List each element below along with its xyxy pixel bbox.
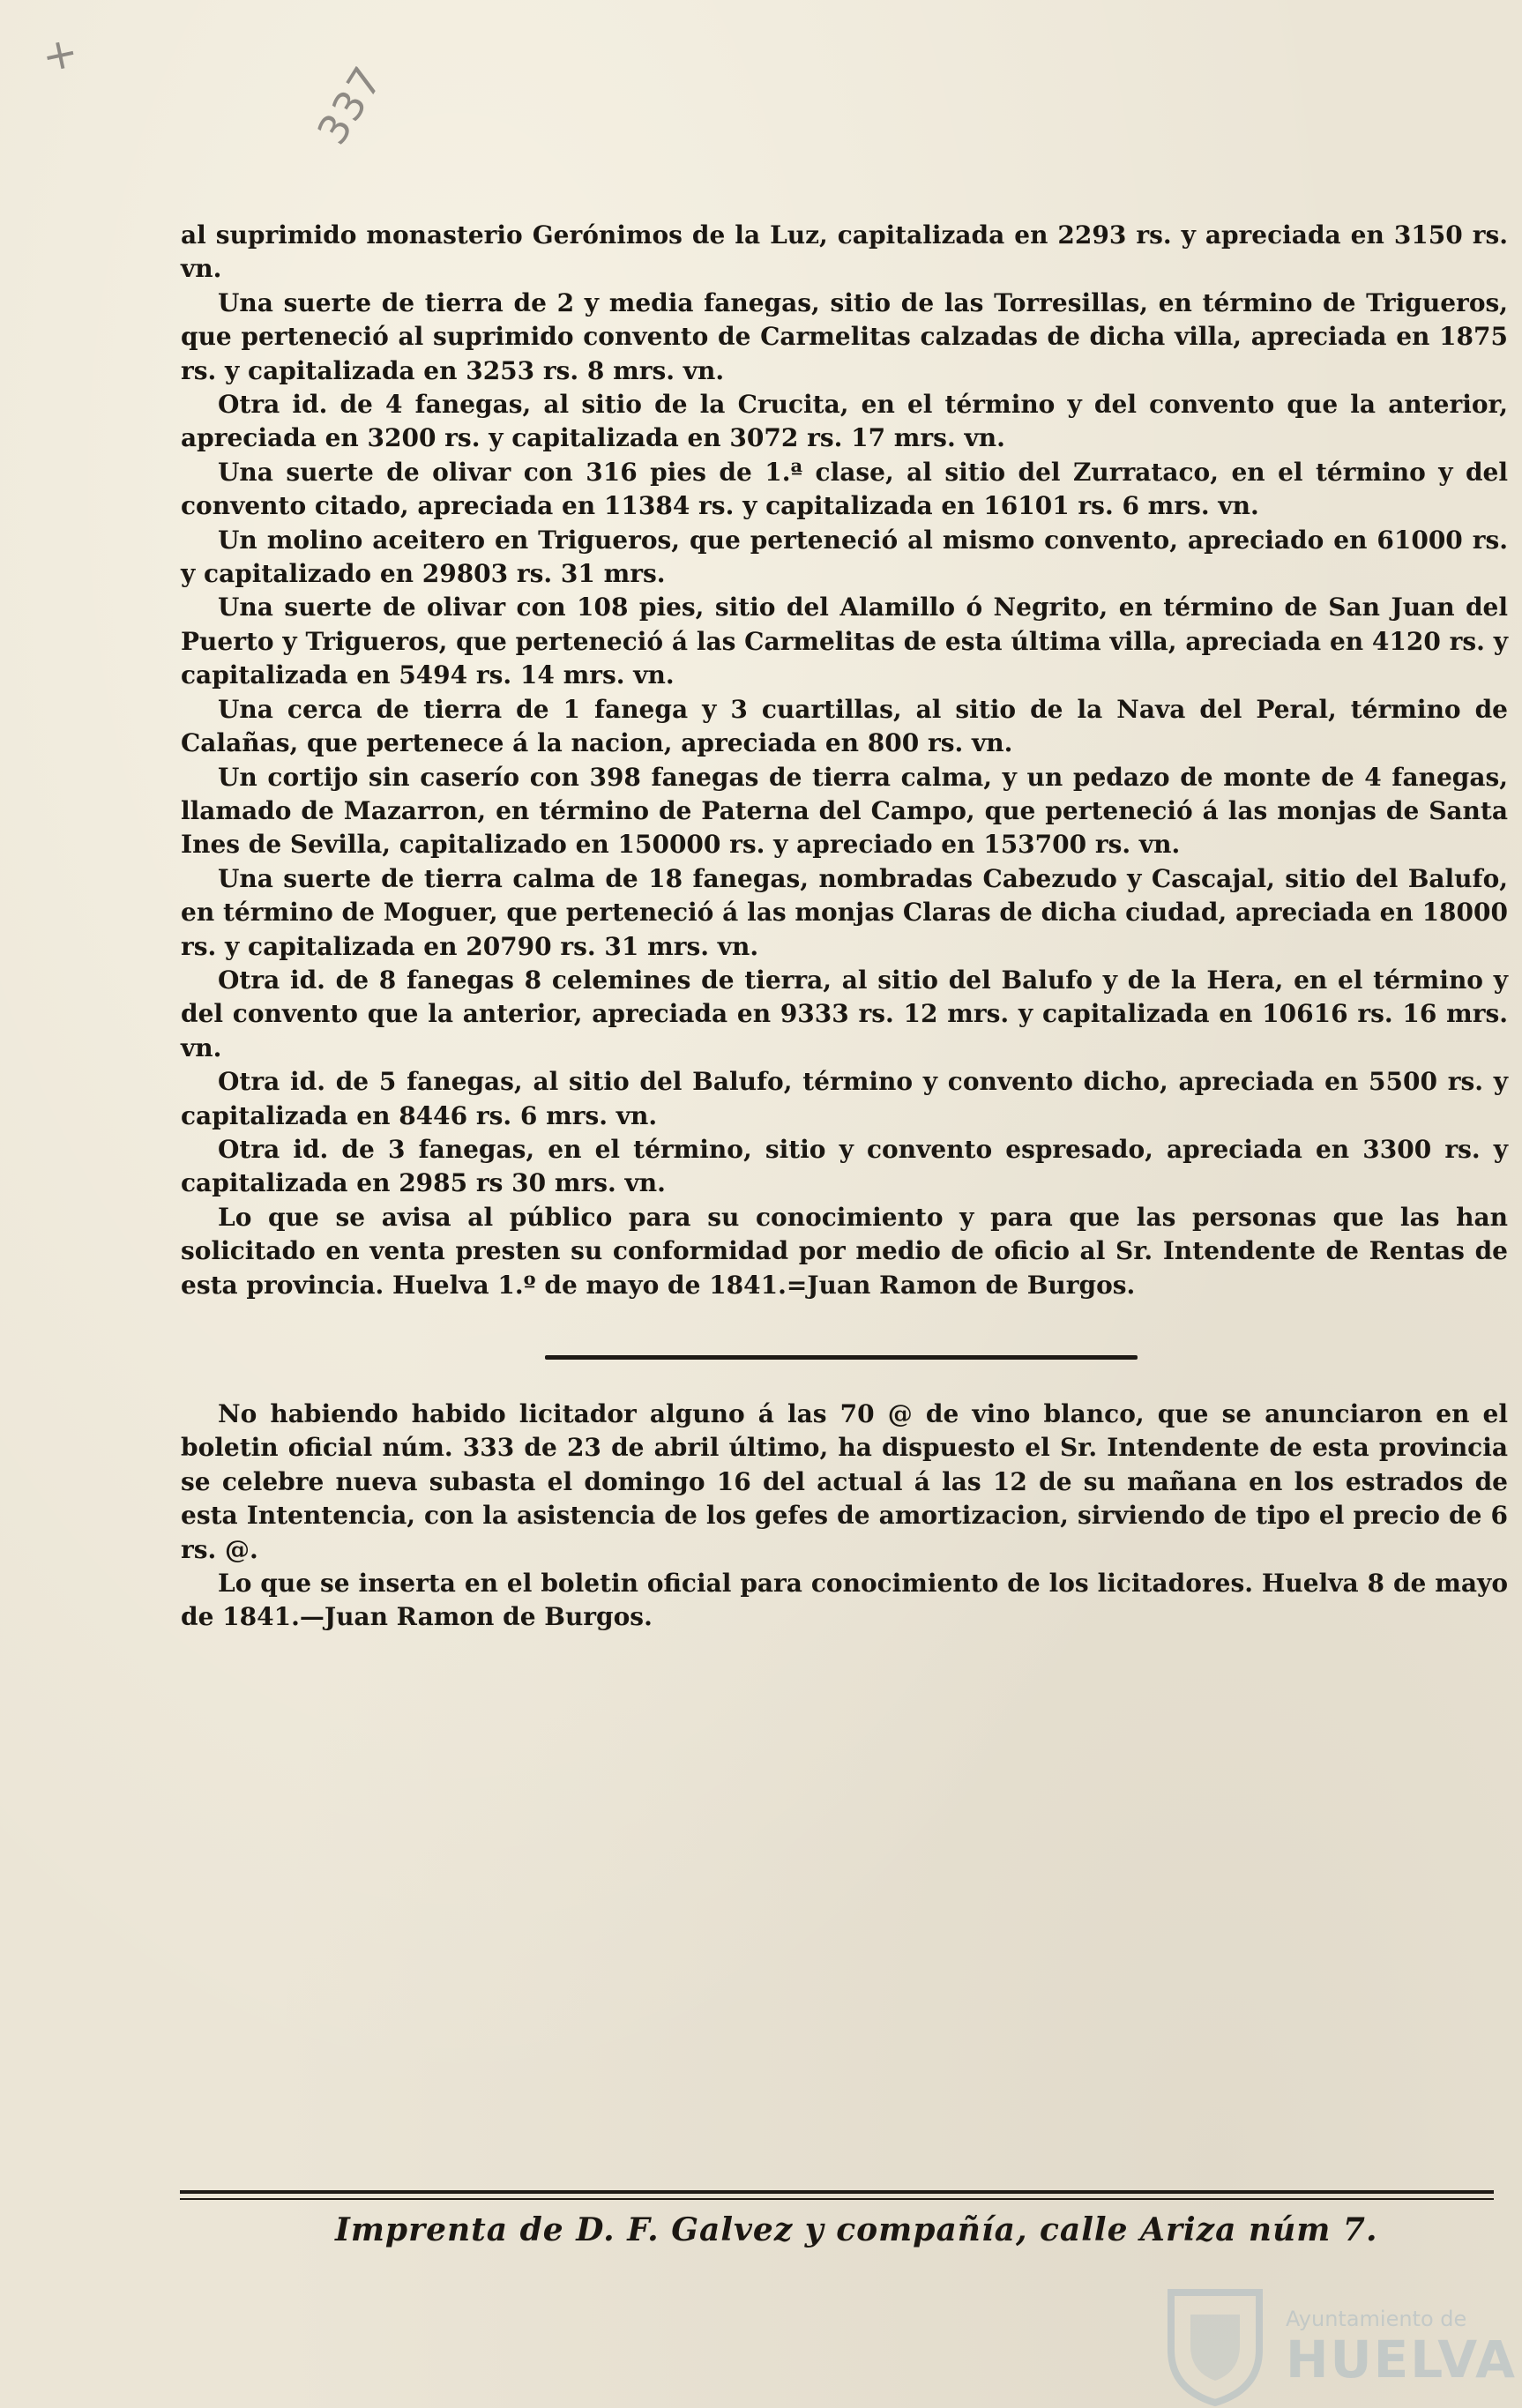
footer-rule-thin — [180, 2198, 1494, 2200]
paragraph: Un molino aceitero en Trigueros, que perteneció al mismo convento, apreciado en 61000 rs. y capitalizado en 29803 rs. 31 mrs. — [181, 525, 1508, 589]
section-property-listings — [181, 219, 1508, 1302]
section-auction-notice — [181, 1398, 1508, 1635]
paragraph: Otra id. de 8 fanegas 8 celemines de tierra, al sitio del Balufo y de la Hera, en el término y del convento que la anterior, apreciada en 9333 rs. 12 mrs. y capitalizada en 10616 rs. 16 mrs. vn. — [181, 965, 1508, 1062]
closing-notice: Lo que se inserta en el boletin oficial para conocimiento de los licitadores. Huelva 8 de mayo de 1841.—Juan Ramon de Burgos. — [181, 1569, 1508, 1632]
paragraph: Una suerte de olivar con 108 pies, sitio del Alamillo ó Negrito, en término de San Juan del Puerto y Trigueros, que perteneció á las Carmelitas de esta última villa, apreciada en 4120 rs. y capitalizada en 5494 rs. 14 mrs. vn. — [181, 593, 1508, 690]
paragraph: al suprimido monasterio Gerónimos de la Luz, capitalizada en 2293 rs. y apreciada en 3150 rs. vn. — [181, 220, 1508, 284]
paragraph: Otra id. de 3 fanegas, en el término, sitio y convento espresado, apreciada en 3300 rs. y capitalizada en 2985 rs 30 mrs. vn. — [181, 1134, 1508, 1198]
watermark-label-main: HUELVA — [1286, 2330, 1518, 2389]
paragraph: Otra id. de 5 fanegas, al sitio del Balufo, término y convento dicho, apreciada en 5500 rs. y capitalizada en 8446 rs. 6 mrs. vn. — [181, 1067, 1508, 1130]
paragraph: Otra id. de 4 fanegas, al sitio de la Crucita, en el término y del convento que la anterior, apreciada en 3200 rs. y capitalizada en 3072 rs. 17 mrs. vn. — [181, 390, 1508, 453]
shield-icon — [1153, 2275, 1277, 2407]
printer-imprint: Imprenta de D. F. Galvez y compañía, calle Ariza núm 7. — [335, 2211, 1378, 2248]
paragraph: Una cerca de tierra de 1 fanega y 3 cuartillas, al sitio de la Nava del Peral, término de Calañas, que pertenece á la nacion, apreciada en 800 rs. vn. — [181, 694, 1508, 758]
paragraph: Una suerte de olivar con 316 pies de 1.ª clase, al sitio del Zurrataco, en el término y del convento citado, apreciada en 11384 rs. y capitalizada en 16101 rs. 6 mrs. vn. — [181, 457, 1508, 521]
footer-rule-thick — [180, 2190, 1494, 2194]
paragraph: Una suerte de tierra de 2 y media fanegas, sitio de las Torresillas, en término de Trigueros, que perteneció al suprimido convento de Carmelitas calzadas de dicha villa, apreciada en 1875 rs. y capitalizada en 3253 rs. 8 mrs. vn. — [181, 287, 1508, 385]
paragraph: No habiendo habido licitador alguno á las 70 @ de vino blanco, que se anunciaron en el boletin oficial núm. 333 de 23 de abril último, ha dispuesto el Sr. Intendente de esta provincia se celebre nueva subasta el domingo 16 del actual á las 12 de su mañana en los estrados de esta Intentencia, con la asistencia de los gefes de amortizacion, sirviendo de tipo el precio de 6 rs. @. — [181, 1399, 1508, 1564]
pencil-page-number: 337 — [308, 56, 392, 153]
watermark-label-top: Ayuntamiento de — [1286, 2307, 1467, 2331]
paragraph: Una suerte de tierra calma de 18 fanegas, nombradas Cabezudo y Cascajal, sitio del Balufo, en término de Moguer, que perteneció á las monjas Claras de dicha ciudad, apreciada en 18000 rs. y capitalizada en 20790 rs. 31 mrs. vn. — [181, 863, 1508, 961]
archive-watermark — [1153, 2275, 1522, 2407]
section-divider — [545, 1355, 1138, 1360]
pencil-cross-mark: + — [37, 26, 83, 83]
closing-notice: Lo que se avisa al público para su conocimiento y para que las personas que las han solicitado en venta presten su conformidad por medio de oficio al Sr. Intendente de Rentas de esta provincia. Huelva 1.º de mayo de 1841.=Juan Ramon de Burgos. — [181, 1202, 1508, 1300]
paragraph: Un cortijo sin caserío con 398 fanegas de tierra calma, y un pedazo de monte de 4 fanegas, llamado de Mazarron, en término de Paterna del Campo, que perteneció á las monjas de Santa Ines de Sevilla, capitalizado en 150000 rs. y apreciado en 153700 rs. vn. — [181, 762, 1508, 860]
